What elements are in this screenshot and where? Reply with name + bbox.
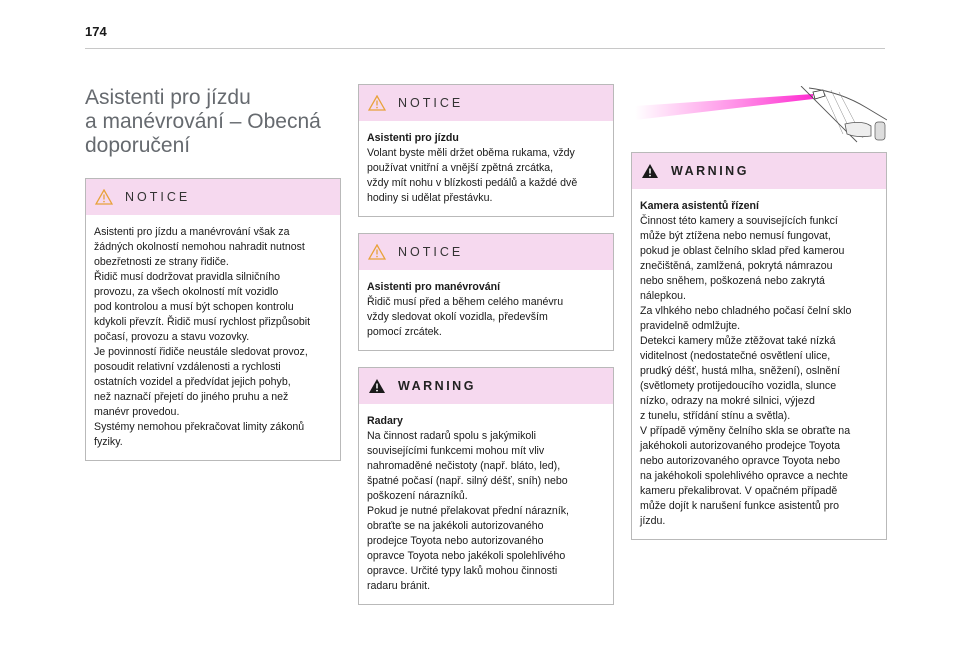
windshield-camera-icon <box>631 86 887 144</box>
notice-box-driving <box>358 84 614 217</box>
warning-label: WARNING <box>671 164 749 178</box>
notice-subtitle: Asistenti pro jízdu <box>367 132 459 144</box>
top-divider <box>85 48 885 49</box>
warning-header <box>359 368 613 404</box>
notice-text: Asistenti pro jízdu a manévrování však za žádných okolností nemohou nahradit nutnost obezřetnosti ze strany řidiče. Řidič musí dodržovat pravidla silničního provozu, za všech okolností mít vozidlo pod kontrolou a musí být schopen kontrolu kdykoli převzít. Řidič musí rychlost přizpůsobit počasí, provozu a stavu vozovky. Je povinností řidiče neustále sledovat provoz, posoudit relativní vzdálenosti a rychlosti ostatních vozidel a předvídat jejich pohyb, než naznačí přejetí do jiného pruhu a než manévr provedou. Systémy nemohou překračovat limity zákonů fyziky. <box>94 226 311 448</box>
page-number: 174 <box>85 24 107 39</box>
column-left <box>85 86 341 477</box>
warning-triangle-icon <box>368 378 386 394</box>
notice-label: NOTICE <box>398 96 464 110</box>
warning-label: WARNING <box>398 379 476 393</box>
camera-beam-illustration <box>631 86 887 144</box>
warning-box-camera <box>631 152 887 540</box>
warning-header <box>632 153 886 189</box>
notice-header <box>359 234 613 270</box>
notice-label: NOTICE <box>398 245 464 259</box>
notice-header <box>86 179 340 215</box>
notice-triangle-icon <box>368 95 386 111</box>
warning-subtitle: Kamera asistentů řízení <box>640 200 759 212</box>
notice-box-maneuver <box>358 233 614 351</box>
notice-subtitle: Asistenti pro manévrování <box>367 281 501 293</box>
warning-triangle-icon <box>641 163 659 179</box>
section-title: Asistenti pro jízdu a manévrování – Obecná doporučení <box>85 86 321 157</box>
column-middle <box>358 84 614 621</box>
notice-body <box>359 270 613 350</box>
notice-triangle-icon <box>368 244 386 260</box>
notice-text: Řidič musí před a během celého manévru vždy sledovat okolí vozidla, především pomocí zrcátek. <box>367 296 564 338</box>
column-right <box>631 86 887 556</box>
notice-body <box>359 121 613 216</box>
warning-body <box>632 189 886 539</box>
warning-text: Činnost této kamery a souvisejících funkcí může být ztížena nebo nemusí fungovat, pokud je oblast čelního sklad před kamerou znečištěná, zamlžená, pokrytá námrazou nebo sněhem, poškozená nebo zakrytá nálepkou. Za vlhkého nebo chladného počasí čelní sklo pravidelně odmlžujte. Detekci kamery může ztěžovat také nízká viditelnost (nedostatečné osvětlení ulice, prudký déšť, hustá mlha, sněžení), oslnění (světlomety protijedoucího vozidla, slunce nízko, odrazy na mokré silnici, výjezd z tunelu, střídání stínu a světla). V případě výměny čelního skla se obraťte na jakéhokoli autorizovaného prodejce Toyota nebo autorizovaného opravce Toyota nebo na jakéhokoli spolehlivého opravce a nechte kameru překalibrovat. V opačném případě může dojít k narušení funkce asistentů pro jízdu. <box>640 215 852 527</box>
warning-box-radar <box>358 367 614 605</box>
warning-subtitle: Radary <box>367 415 403 427</box>
notice-triangle-icon <box>95 189 113 205</box>
notice-text: Volant byste měli držet oběma rukama, vždy používat vnitřní a vnější zpětná zrcátka, vždy mít nohu v blízkosti pedálů a každé dvě hodiny si udělat přestávku. <box>367 147 578 204</box>
notice-label: NOTICE <box>125 190 191 204</box>
notice-header <box>359 85 613 121</box>
warning-text: Na činnost radarů spolu s jakýmikoli souvisejícími funkcemi mohou mít vliv nahromaděné nečistoty (např. bláto, led), špatné počasí (např. silný déšť, sníh) nebo poškození nárazníků. Pokud je nutné přelakovat přední nárazník, obraťte se na jakékoli autorizovaného prodejce Toyota nebo autorizovaného opravce Toyota nebo jakékoli spolehlivého opravce. Určité typy laků mohou činnosti radaru bránit. <box>367 430 570 592</box>
notice-box-general <box>85 178 341 461</box>
warning-body <box>359 404 613 604</box>
notice-body <box>86 215 340 460</box>
